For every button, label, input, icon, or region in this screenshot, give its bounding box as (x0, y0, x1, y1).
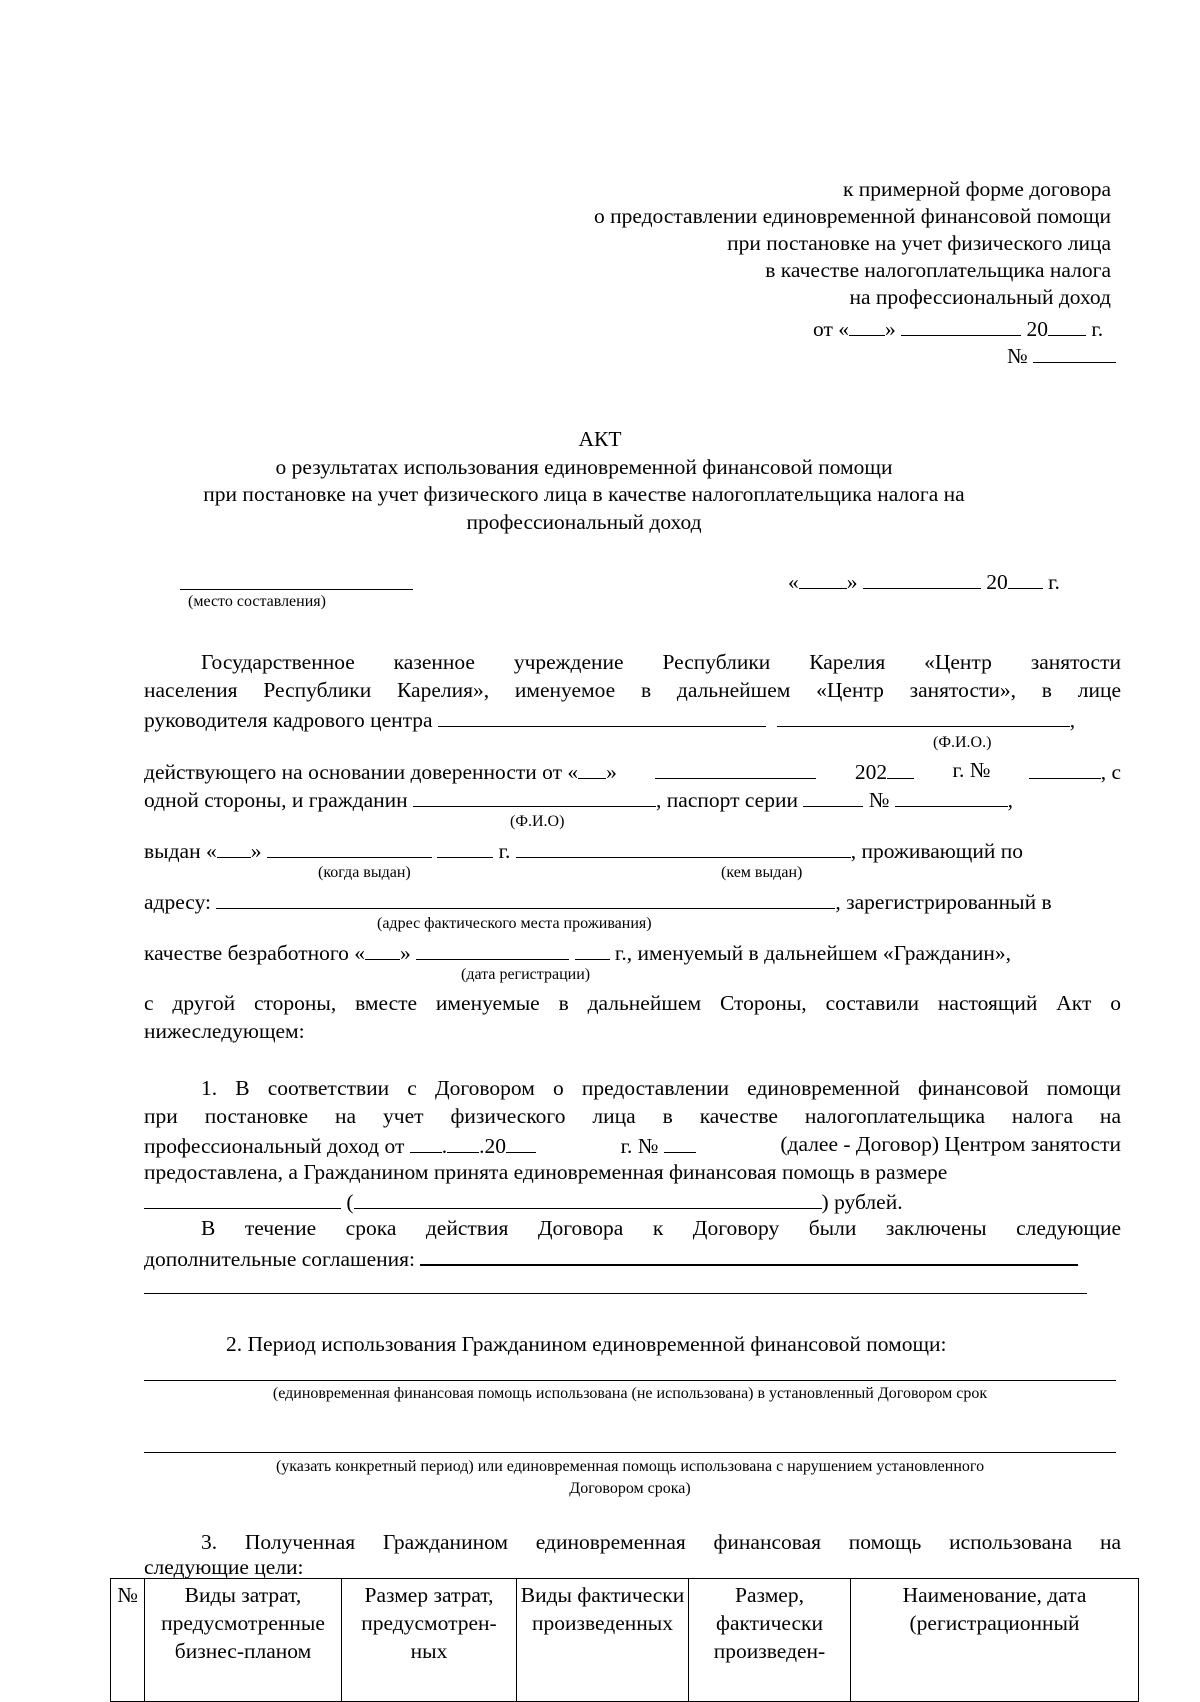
table-header-actual-amount: Размер, фактически произведен- (689, 1579, 851, 1702)
intro-line-4-e: , с (1100, 760, 1121, 784)
intro-line-6 (144, 835, 1023, 865)
number-sign: № (1007, 344, 1028, 368)
section2-caption-2: (указать конкретный период) или единовременная помощь использована с нарушением установленного (275, 1458, 985, 1475)
intro-line-1: Государственное казенное учреждение Республики Карелия «Центр занятости (201, 650, 1121, 674)
table-header-row (111, 1579, 1139, 1702)
intro-line-8-a: качестве безработного « (144, 941, 366, 965)
intro-line-5-b: , паспорт серии (656, 788, 798, 812)
section1-line-5 (144, 1186, 903, 1216)
header-line-2: о предоставлении единовременной финансовой помощи (593, 204, 1111, 228)
title-line-2: при постановке на учет физического лица в качестве налогоплательщика налога на (203, 482, 965, 506)
caption-registration-date: (дата регистрации) (461, 966, 591, 983)
section1-extra-line (144, 1293, 1087, 1294)
section2-line-2 (144, 1452, 1116, 1453)
intro-line-5-d: , (1007, 788, 1014, 812)
place-caption: (место составления) (188, 593, 326, 610)
intro-line-3-prefix: руководителя кадрового центра (144, 708, 433, 732)
expenses-table (110, 1578, 1139, 1702)
intro-line-3-end: , (1069, 708, 1076, 732)
header-date-mid: » (885, 317, 896, 341)
section1-line-5-close: ) рублей. (821, 1190, 903, 1214)
fio-caption-1: (Ф.И.О.) (933, 734, 992, 751)
fio-caption-2: (Ф.И.О) (510, 813, 565, 830)
table-header-number: № (111, 1579, 145, 1702)
table-header-planned-amount: Размер затрат, предусмотрен-ных (342, 1579, 517, 1702)
section2-heading: 2. Период использования Гражданином единовременной финансовой помощи: (226, 1332, 947, 1356)
section3-line-2: следующие цели: (144, 1555, 304, 1579)
act-date-close: » (846, 570, 858, 594)
header-line-3: при постановке на учет физического лица (727, 231, 1111, 255)
intro-line-4-b: » (606, 760, 617, 784)
intro-line-6-a: выдан « (144, 839, 217, 863)
act-date (788, 566, 1060, 596)
section1-line-2: при постановке на учет физического лица в качестве налогоплательщика налога на (144, 1104, 1121, 1128)
section1-line-5-open: ( (346, 1190, 354, 1214)
title-line-1: о результатах использования единовременной финансовой помощи (275, 455, 893, 479)
table-header-planned-types: Виды затрат, предусмотренные бизнес-планом (145, 1579, 342, 1702)
intro-line-5-c: № (868, 788, 890, 812)
intro-line-3 (144, 704, 1075, 734)
section1-line-1: 1. В соответствии с Договором о предоставлении единовременной финансовой помощи (201, 1076, 1121, 1100)
intro-line-7 (144, 886, 1052, 916)
intro-line-10: нижеследующем: (144, 1019, 305, 1043)
section1-line-4: предоставлена, а Гражданином принята единовременная финансовая помощь в размере (144, 1160, 948, 1184)
header-date (813, 313, 1103, 343)
intro-line-8-b: » (400, 941, 411, 965)
section2-caption-3: Договором срока) (569, 1480, 691, 1497)
intro-line-8 (144, 937, 1011, 967)
intro-line-6-d: , проживающий по (850, 839, 1024, 863)
section1-line-3-e: (далее - Договор) Центром занятости (780, 1132, 1121, 1156)
intro-line-4-a: действующего на основании доверенности от « (144, 760, 579, 784)
section1-line-7 (144, 1242, 1078, 1273)
title-line-3: профессиональный доход (466, 510, 702, 534)
header-date-year: 20 (1026, 317, 1048, 341)
act-date-year: 20 (986, 570, 1008, 594)
section1-line-7-label: дополнительные соглашения: (144, 1247, 416, 1271)
section1-line-3-d: г. № (620, 1134, 659, 1158)
intro-line-4 (144, 756, 1121, 786)
act-date-open: « (788, 570, 799, 594)
intro-line-5-a: одной стороны, и гражданин (144, 788, 408, 812)
intro-line-8-c: г., именуемый в дальнейшем «Гражданин», (614, 941, 1012, 965)
intro-line-9: с другой стороны, вместе именуемые в дальнейшем Стороны, составили настоящий Акт о (144, 991, 1121, 1015)
header-date-prefix: от « (813, 317, 849, 341)
intro-line-7-a: адресу: (144, 890, 212, 914)
intro-line-6-b: » (250, 839, 262, 863)
section1-line-3 (144, 1130, 1121, 1160)
caption-issued-by: (кем выдан) (721, 864, 803, 881)
section2-caption-1: (единовременная финансовая помощь использована (не использована) в установленный Договором срок (272, 1385, 988, 1402)
title-main: АКТ (578, 427, 622, 451)
header-line-5: на профессиональный доход (849, 285, 1111, 309)
intro-line-5 (144, 784, 1013, 814)
intro-line-7-b: , зарегистрированный в (835, 890, 1052, 914)
section3-line-1: 3. Полученная Гражданином единовременная финансовая помощь использована на (201, 1530, 1121, 1554)
place-line (180, 589, 413, 590)
table-header-document: Наименование, дата (регистрационный (851, 1579, 1139, 1702)
table-header-actual-types: Виды фактически произведенных (517, 1579, 689, 1702)
intro-line-6-c: г. (498, 839, 511, 863)
header-line-1: к примерной форме договора (842, 177, 1111, 201)
caption-when-issued: (когда выдан) (318, 864, 411, 881)
act-date-suffix: г. (1048, 570, 1060, 594)
section1-line-6: В течение срока действия Договора к Договору были заключены следующие (201, 1216, 1121, 1240)
intro-line-2: населения Республики Карелия», именуемое в дальнейшем «Центр занятости», в лице (144, 678, 1121, 702)
intro-line-4-d: г. № (952, 758, 991, 782)
header-date-suffix: г. (1091, 317, 1104, 341)
caption-address: (адрес фактического места проживания) (377, 915, 652, 932)
section1-line-3-b: . (441, 1134, 448, 1158)
header-line-4: в качестве налогоплательщика налога (765, 258, 1111, 282)
section1-line-3-a: профессиональный доход от (144, 1134, 405, 1158)
header-number (1007, 340, 1116, 370)
intro-line-4-c: 202 (854, 760, 888, 784)
section2-line-1 (144, 1380, 1116, 1381)
section1-line-3-c: .20 (479, 1134, 506, 1158)
